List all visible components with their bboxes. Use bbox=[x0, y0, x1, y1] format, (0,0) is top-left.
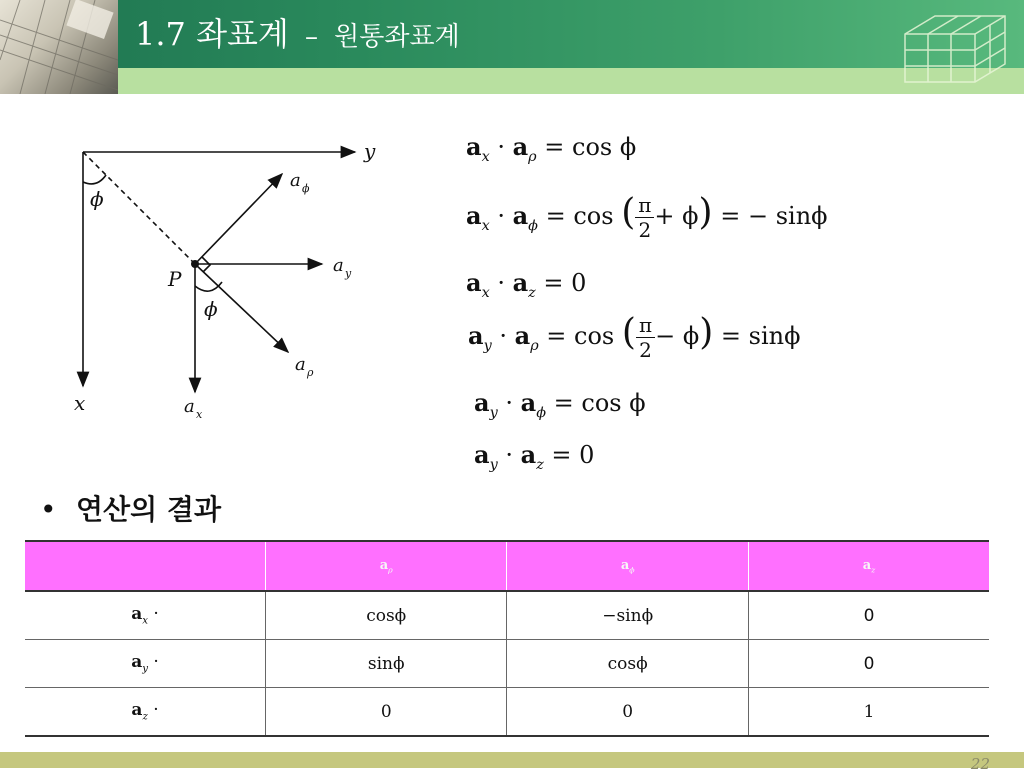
header-cell-a-rho: $a_\rho$ bbox=[266, 541, 507, 591]
x-axis-label: x bbox=[74, 391, 86, 415]
coordinate-diagram bbox=[50, 130, 410, 430]
page-number: 22 bbox=[970, 755, 990, 773]
title-separator: – bbox=[304, 22, 318, 52]
phi-arc-top bbox=[83, 175, 106, 184]
results-table bbox=[25, 540, 989, 737]
results-bullet bbox=[40, 488, 221, 528]
phi-label-mid: ϕ bbox=[204, 297, 218, 321]
equation-1: $a_x \cdot a_\rho = \cos \phi$ bbox=[466, 132, 637, 165]
equation-4: $a_y \cdot a_\rho = \cos$ ( $\frac{\pi}{2}$ − ϕ) = sinϕ bbox=[468, 312, 801, 362]
row-label: $a_z$ · bbox=[25, 688, 266, 737]
a-x-label: a bbox=[184, 396, 195, 417]
point-p bbox=[191, 260, 199, 268]
table-cell: −sinϕ bbox=[507, 591, 749, 640]
a-x-sub: x bbox=[196, 408, 203, 421]
a-y-label: a bbox=[333, 255, 344, 276]
corner-photo-image bbox=[0, 0, 118, 94]
equation-2: $a_x \cdot a_\phi = \cos$ ( $\frac{\pi}{2}$ + ϕ) = − sinϕ bbox=[466, 192, 828, 242]
a-rho-label: a bbox=[295, 354, 306, 375]
title-underline-strip bbox=[0, 68, 1024, 94]
a-phi-label: a bbox=[290, 170, 301, 191]
phi-label-top: ϕ bbox=[90, 187, 104, 211]
cube-logo-icon bbox=[895, 4, 1015, 88]
keyboard-photo-icon bbox=[0, 0, 118, 94]
equation-3: $a_x \cdot a_z = 0$ bbox=[466, 268, 587, 301]
title-main: 좌표계 bbox=[196, 15, 289, 53]
table-cell: 0 bbox=[748, 591, 989, 640]
table-row bbox=[25, 591, 989, 640]
table-cell: cosϕ bbox=[507, 640, 749, 688]
y-axis-label: y bbox=[364, 139, 376, 163]
header-cell-empty bbox=[25, 541, 266, 591]
point-p-label: P bbox=[168, 267, 182, 291]
phi-arc-mid bbox=[195, 282, 222, 291]
dot-product-equations bbox=[462, 126, 902, 476]
footer-bar bbox=[0, 752, 1024, 768]
slide-title bbox=[135, 12, 460, 59]
table-cell: 0 bbox=[266, 688, 507, 737]
header-cell-a-z: $a_z$ bbox=[748, 541, 989, 591]
a-phi-arrow bbox=[195, 174, 282, 264]
table-row bbox=[25, 688, 989, 737]
bullet-dot: • bbox=[40, 493, 57, 526]
table-cell: sinϕ bbox=[266, 640, 507, 688]
header-cell-a-phi: $a_\phi$ bbox=[507, 541, 749, 591]
a-y-sub: y bbox=[345, 267, 352, 280]
a-phi-sub: ϕ bbox=[302, 182, 310, 195]
title-subtitle: 원통좌표계 bbox=[334, 22, 460, 52]
table-cell: cosϕ bbox=[266, 591, 507, 640]
a-rho-sub: ρ bbox=[307, 366, 314, 379]
table-cell: 0 bbox=[507, 688, 749, 737]
row-label: $a_x$ · bbox=[25, 591, 266, 640]
bullet-text: 연산의 결과 bbox=[76, 493, 221, 526]
title-number: 1.7 bbox=[135, 15, 186, 53]
table-header-row bbox=[25, 541, 989, 591]
equation-5: $a_y \cdot a_\phi = \cos \phi$ bbox=[474, 388, 646, 421]
table-cell: 0 bbox=[748, 640, 989, 688]
table-row bbox=[25, 640, 989, 688]
table-cell: 1 bbox=[748, 688, 989, 737]
row-label: $a_y$ · bbox=[25, 640, 266, 688]
equation-6: $a_y \cdot a_z = 0$ bbox=[474, 440, 595, 473]
